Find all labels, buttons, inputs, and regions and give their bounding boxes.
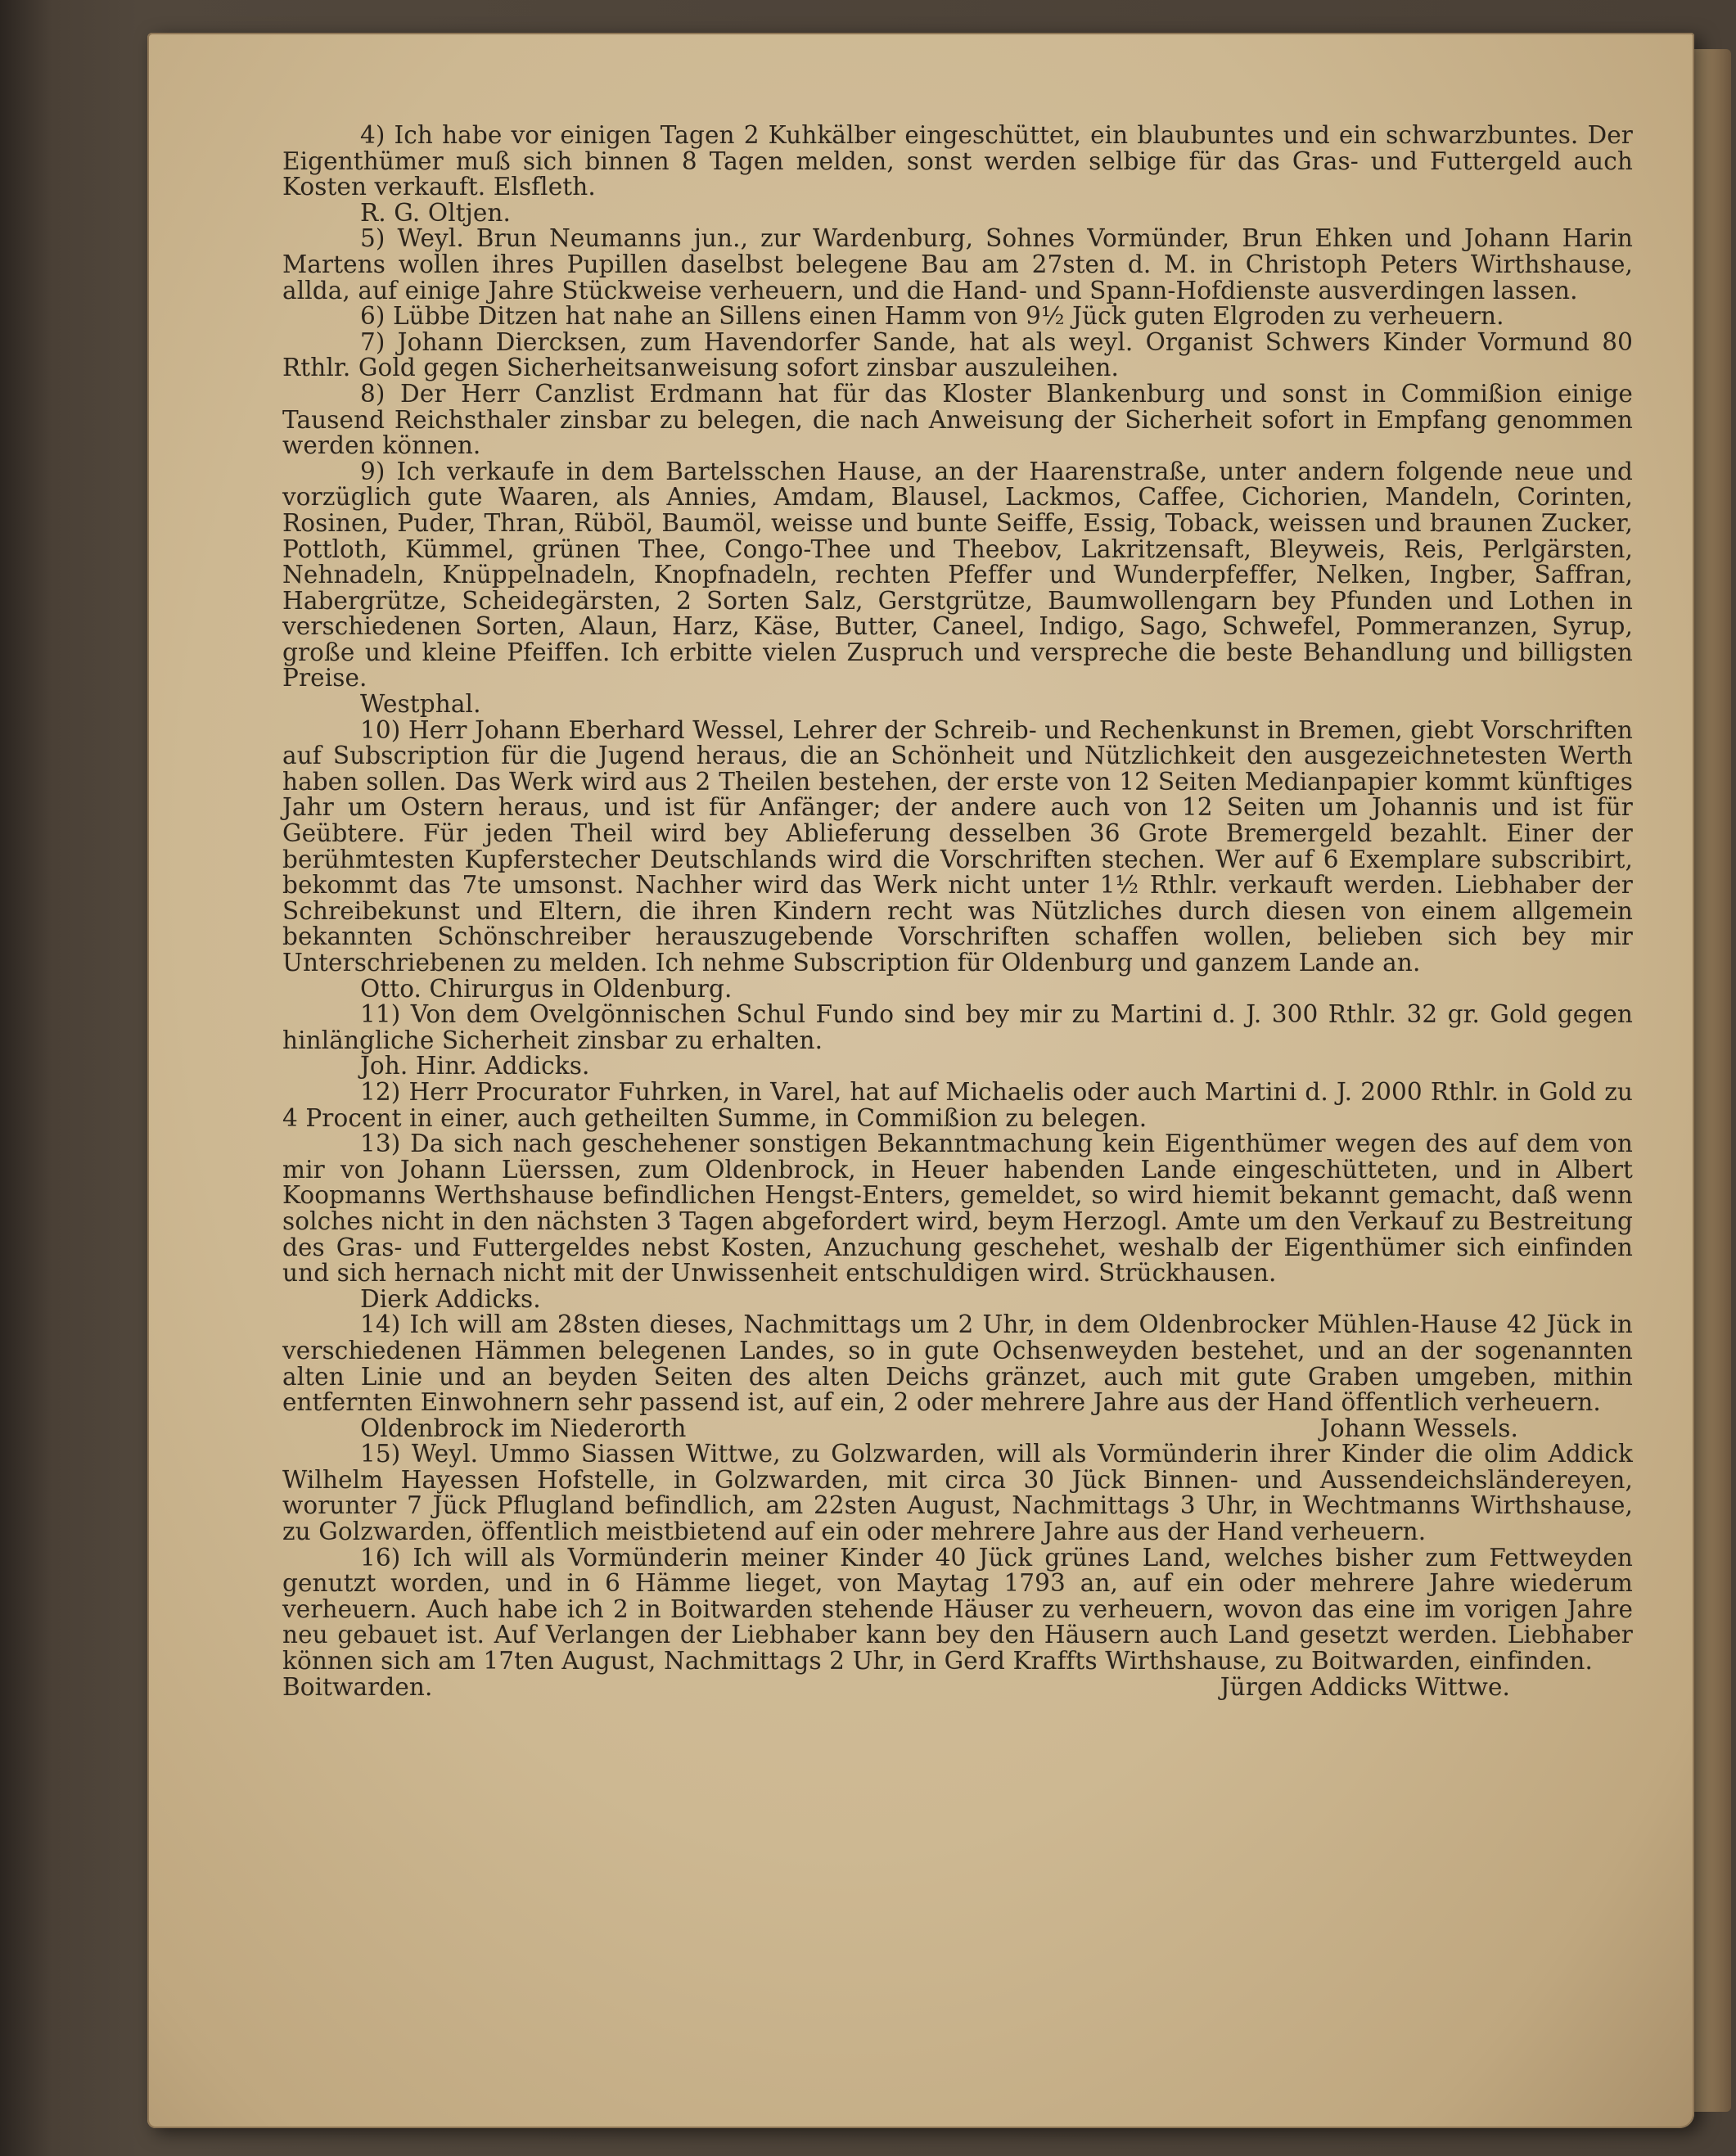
notice-text: 6) Lübbe Ditzen hat nahe an Sillens einen Hamm von 9½ Jück guten Elgroden zu verheuern. bbox=[360, 302, 1504, 331]
notice-place: Boitwarden. bbox=[282, 1672, 433, 1701]
notice-7 bbox=[282, 327, 1633, 382]
notice-signature-row bbox=[282, 1672, 1633, 1701]
notice-text: 13) Da sich nach geschehener sonstigen Bekanntmachung kein Eigenthümer wegen des auf dem von mir von Johann Lüerssen, zum Oldenbrock, in Heuer habenden Lande eingeschütteten, und in Albert Koopmanns Werthshause befindlichen Hengst-Enters, gemeldet, so wird hiemit bekannt gemacht, daß wenn solches nicht in den nächsten 3 Tagen abgefordert wird, beym Herzogl. Amte um den Verkauf zu Bestreitung des Gras- und Futtergeldes nebst Kosten, Anzuchung geschehet, weshalb der Eigenthümer sich einfinden und sich hernach nicht mit der Unwissenheit entschuldigen wird. Strückhausen. bbox=[282, 1130, 1633, 1288]
notice-13 bbox=[282, 1131, 1633, 1312]
notice-5 bbox=[282, 226, 1633, 304]
notice-signature: R. G. Oltjen. bbox=[360, 198, 511, 227]
notice-4 bbox=[282, 123, 1633, 226]
notice-column bbox=[282, 123, 1633, 1700]
notice-text: 5) Weyl. Brun Neumanns jun., zur Wardenburg, Sohnes Vormünder, Brun Ehken und Johann Harin Martens wollen ihres Pupillen daselbst belegene Bau am 27sten d. M. in Christoph Peters Wirthshause, allda, auf einige Jahre Stückweise verheuern, und die Hand- und Spann-Hofdienste ausverdingen lassen. bbox=[282, 224, 1633, 304]
notice-signature: Johann Wessels. bbox=[1319, 1414, 1518, 1442]
notice-12 bbox=[282, 1077, 1633, 1132]
notice-16 bbox=[282, 1545, 1633, 1701]
notice-9 bbox=[282, 459, 1633, 718]
notice-place: Oldenbrock im Niederorth bbox=[360, 1414, 687, 1442]
notice-15 bbox=[282, 1441, 1633, 1545]
notice-text: 11) Von dem Ovelgönnischen Schul Fundo sind bey mir zu Martini d. J. 300 Rthlr. 32 gr. Gold gegen hinlängliche Sicherheit zinsbar zu erhalten. bbox=[282, 1000, 1633, 1054]
notice-text: 8) Der Herr Canzlist Erdmann hat für das Kloster Blankenburg und sonst in Commißion einige Tausend Reichsthaler zinsbar zu belegen, die nach Anweisung der Sicherheit sofort in Empfang genommen werden können. bbox=[282, 379, 1633, 460]
notice-6 bbox=[282, 304, 1633, 330]
notice-signature: Joh. Hinr. Addicks. bbox=[360, 1052, 590, 1080]
notice-text: 15) Weyl. Ummo Siassen Wittwe, zu Golzwarden, will als Vormünderin ihrer Kinder die olim Addick Wilhelm Hayessen Hofstelle, in Golzwarden, mit circa 30 Jück Binnen- und Aussendeichsländereyen, worunter 7 Jück Pflugland befindlich, am 22sten August, Nachmittags 3 Uhr, in Wechtmanns Wirthshause, zu Golzwarden, öffentlich meistbietend auf ein oder mehrere Jahre aus der Hand verheuern. bbox=[282, 1440, 1633, 1546]
notice-text: 4) Ich habe vor einigen Tagen 2 Kuhkälber eingeschüttet, ein blaubuntes und ein schwarzbuntes. Der Eigenthümer muß sich binnen 8 Tagen melden, sonst werden selbige für das Gras- und Futtergeld auch Kosten verkauft. Elsfleth. bbox=[282, 121, 1633, 201]
notice-10 bbox=[282, 715, 1633, 1003]
notice-text: 16) Ich will als Vormünderin meiner Kinder 40 Jück grünes Land, welches bisher zum Fettweyden genutzt worden, und in 6 Hämme lieget, von Maytag 1793 an, auf ein oder mehrere Jahre wiederum verheuern. Auch habe ich 2 in Boitwarden stehende Häuser zu verheuern, wovon das eine im vorigen Jahre neu gebauet ist. Auf Verlangen der Liebhaber kann bey den Häusern auch Land gesetzt werden. Liebhaber können sich am 17ten August, Nachmittags 2 Uhr, in Gerd Kraffts Wirthshause, zu Boitwarden, einfinden. bbox=[282, 1543, 1633, 1676]
notice-signature: Westphal. bbox=[360, 690, 481, 719]
notice-signature: Jürgen Addicks Wittwe. bbox=[1220, 1672, 1510, 1701]
notice-text: 10) Herr Johann Eberhard Wessel, Lehrer der Schreib- und Rechenkunst in Bremen, giebt Vorschriften auf Subscription für die Jugend heraus, die an Schönheit und Nützlichkeit den ausgezeichnetesten Werth haben sollen. Das Werk wird aus 2 Theilen bestehen, der erste von 12 Seiten Medianpapier kommt künftiges Jahr um Ostern heraus, und ist für Anfänger; der andere auch von 12 Seiten um Johannis und ist für Geübtere. Für jeden Theil wird bey Ablieferung desselben 36 Grote Bremergeld bezahlt. Einer der berühmtesten Kupferstecher Deutschlands wird die Vorschriften stechen. Wer auf 6 Exemplare subscribirt, bekommt das 7te umsonst. Nachher wird das Werk nicht unter 1½ Rthlr. verkauft werden. Liebhaber der Schreibekunst und Eltern, die ihren Kindern recht was Nützliches durch diesen von einem allgemein bekannten Schönschreiber herauszugebende Vorschriften schaffen wollen, belieben sich bey mir Unterschriebenen zu melden. Ich nehme Subscription für Oldenburg und ganzem Lande an. bbox=[282, 715, 1633, 977]
notice-signature-row bbox=[282, 1416, 1633, 1442]
notice-text: 12) Herr Procurator Fuhrken, in Varel, hat auf Michaelis oder auch Martini d. J. 2000 Rthlr. in Gold zu 4 Procent in einer, auch getheilten Summe, in Commißion zu belegen. bbox=[282, 1077, 1633, 1132]
notice-signature: Otto. Chirurgus in Oldenburg. bbox=[360, 974, 733, 1003]
notice-8 bbox=[282, 381, 1633, 459]
notice-text: 9) Ich verkaufe in dem Bartelsschen Hause, an der Haarenstraße, unter andern folgende neue und vorzüglich gute Waaren, als Annies, Amdam, Blausel, Lackmos, Caffee, Cichorien, Mandeln, Corinten, Rosinen, Puder, Thran, Rüböl, Baumöl, weisse und bunte Seiffe, Essig, Toback, weissen und braunen Zucker, Pottloth, Kümmel, grünen Thee, Congo-Thee und Theebov, Lakritzensaft, Bleyweis, Reis, Perlgärsten, Nehnadeln, Knüppelnadeln, Knopfnadeln, rechten Pfeffer und Wunderpfeffer, Nelken, Ingber, Saffran, Habergrütze, Scheidegärsten, 2 Sorten Salz, Gerstgrütze, Baumwollengarn bey Pfunden und Lothen in verschiedenen Sorten, Alaun, Harz, Käse, Butter, Caneel, Indigo, Sago, Schwefel, Pommeranzen, Syrup, große und kleine Pfeiffen. Ich erbitte vielen Zuspruch und verspreche die beste Behandlung und billigsten Preise. bbox=[282, 457, 1633, 692]
notice-signature: Dierk Addicks. bbox=[360, 1284, 541, 1313]
notice-11 bbox=[282, 1002, 1633, 1080]
notice-14 bbox=[282, 1312, 1633, 1441]
notice-text: 7) Johann Diercksen, zum Havendorfer Sande, hat als weyl. Organist Schwers Kinder Vormund 80 Rthlr. Gold gegen Sicherheitsanweisung sofort zinsbar auszuleihen. bbox=[282, 327, 1633, 382]
notice-text: 14) Ich will am 28sten dieses, Nachmittags um 2 Uhr, in dem Oldenbrocker Mühlen-Hause 42 Jück in verschiedenen Hämmen belegenen Landes, so in gute Ochsenweyden bestehet, und an der sogenannten alten Linie und an beyden Seiten des alten Deichs gränzet, auch mit gute Graben umgeben, mithin entfernten Einwohnern sehr passend ist, auf ein, 2 oder mehrere Jahre aus der Hand öffentlich verheuern. bbox=[282, 1310, 1633, 1417]
